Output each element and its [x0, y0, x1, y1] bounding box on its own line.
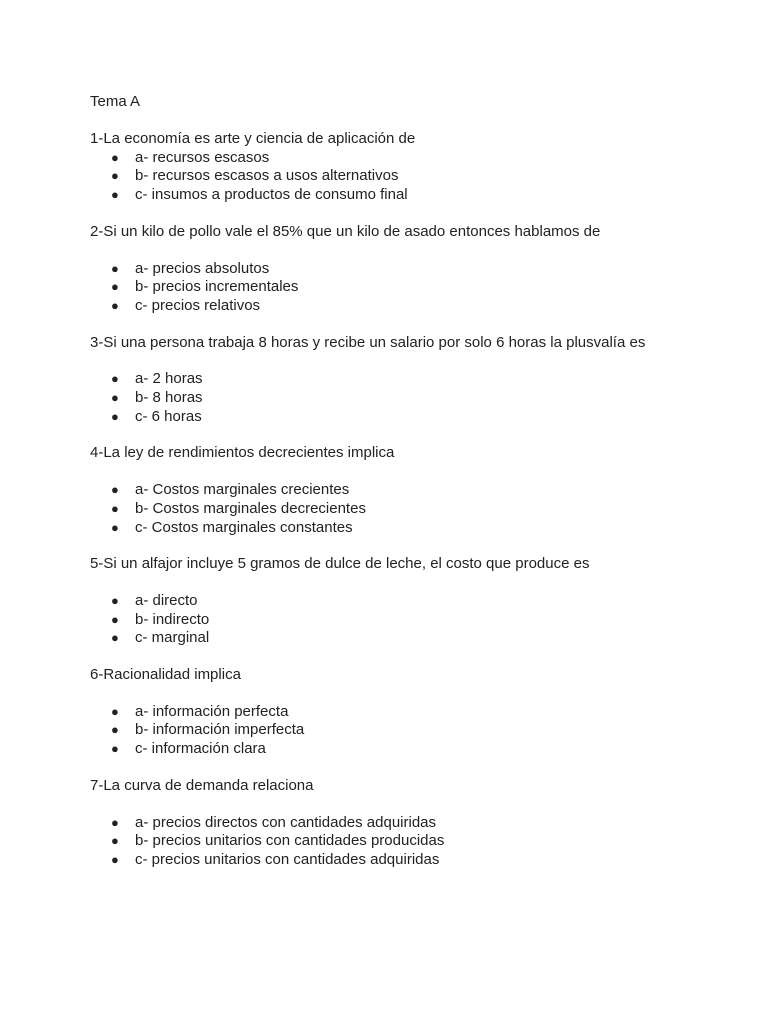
- option-7a: [90, 814, 730, 833]
- bullet-icon: ●: [111, 630, 119, 646]
- option-5b: [90, 611, 730, 630]
- option-text: a- información perfecta: [135, 702, 289, 720]
- bullet-icon: ●: [111, 371, 119, 387]
- options-list-7: [90, 814, 730, 870]
- option-text: c- insumos a productos de consumo final: [135, 186, 408, 204]
- option-5a: [90, 592, 730, 611]
- bullet-icon: ●: [111, 833, 119, 849]
- option-text: b- Costos marginales decrecientes: [135, 499, 366, 517]
- option-text: c- 6 horas: [135, 407, 202, 425]
- option-2c: [90, 297, 730, 316]
- bullet-icon: ●: [111, 851, 119, 867]
- bullet-icon: ●: [111, 297, 119, 313]
- question-4: 4-La ley de rendimientos decrecientes implica: [90, 444, 395, 462]
- bullet-icon: ●: [111, 168, 119, 184]
- option-text: a- directo: [135, 591, 198, 609]
- option-text: b- recursos escasos a usos alternativos: [135, 167, 399, 185]
- option-3a: [90, 370, 730, 389]
- option-2a: [90, 260, 730, 279]
- options-list-1: [90, 149, 730, 205]
- option-4b: [90, 500, 730, 519]
- question-5: 5-Si un alfajor incluye 5 gramos de dulce de leche, el costo que produce es: [90, 555, 590, 573]
- option-3c: [90, 408, 730, 427]
- option-text: a- 2 horas: [135, 370, 203, 388]
- option-2b: [90, 278, 730, 297]
- option-text: c- información clara: [135, 740, 266, 758]
- question-2: 2-Si un kilo de pollo vale el 85% que un kilo de asado entonces hablamos de: [90, 222, 601, 240]
- option-1c: [90, 186, 730, 205]
- option-text: b- 8 horas: [135, 389, 203, 407]
- bullet-icon: ●: [111, 611, 119, 627]
- option-text: c- marginal: [135, 629, 210, 647]
- bullet-icon: ●: [111, 722, 119, 738]
- option-4c: [90, 519, 730, 538]
- option-text: b- precios incrementales: [135, 278, 299, 296]
- option-text: c- Costos marginales constantes: [135, 518, 353, 536]
- bullet-icon: ●: [111, 149, 119, 165]
- bullet-icon: ●: [111, 408, 119, 424]
- question-7: 7-La curva de demanda relaciona: [90, 776, 314, 794]
- bullet-icon: ●: [111, 741, 119, 757]
- options-list-6: [90, 703, 730, 759]
- bullet-icon: ●: [111, 390, 119, 406]
- option-text: a- precios directos con cantidades adquiridas: [135, 813, 437, 831]
- options-list-3: [90, 370, 730, 426]
- option-7c: [90, 851, 730, 870]
- options-list-2: [90, 260, 730, 316]
- bullet-icon: ●: [111, 260, 119, 276]
- option-text: c- precios unitarios con cantidades adquiridas: [135, 850, 440, 868]
- bullet-icon: ●: [111, 703, 119, 719]
- bullet-icon: ●: [111, 519, 119, 535]
- option-text: b- información imperfecta: [135, 721, 305, 739]
- option-5c: [90, 629, 730, 648]
- question-6: 6-Racionalidad implica: [90, 666, 241, 684]
- option-text: b- indirecto: [135, 610, 210, 628]
- bullet-icon: ●: [111, 814, 119, 830]
- bullet-icon: ●: [111, 279, 119, 295]
- options-list-4: [90, 481, 730, 537]
- bullet-icon: ●: [111, 500, 119, 516]
- option-6c: [90, 740, 730, 759]
- option-6a: [90, 703, 730, 722]
- option-text: a- Costos marginales crecientes: [135, 481, 350, 499]
- question-1: 1-La economía es arte y ciencia de aplicación de: [90, 130, 416, 147]
- option-text: c- precios relativos: [135, 296, 261, 314]
- option-text: a- precios absolutos: [135, 259, 270, 277]
- option-3b: [90, 389, 730, 408]
- document-page: [90, 93, 730, 870]
- option-text: a- recursos escasos: [135, 148, 270, 166]
- option-1b: [90, 167, 730, 186]
- option-6b: [90, 721, 730, 740]
- option-1a: [90, 149, 730, 168]
- option-text: b- precios unitarios con cantidades producidas: [135, 832, 445, 850]
- question-3: 3-Si una persona trabaja 8 horas y recibe un salario por solo 6 horas la plusvalía es: [90, 333, 646, 351]
- option-7b: [90, 832, 730, 851]
- bullet-icon: ●: [111, 592, 119, 608]
- bullet-icon: ●: [111, 482, 119, 498]
- option-4a: [90, 481, 730, 500]
- bullet-icon: ●: [111, 187, 119, 203]
- options-list-5: [90, 592, 730, 648]
- document-title: Tema A: [90, 93, 141, 110]
